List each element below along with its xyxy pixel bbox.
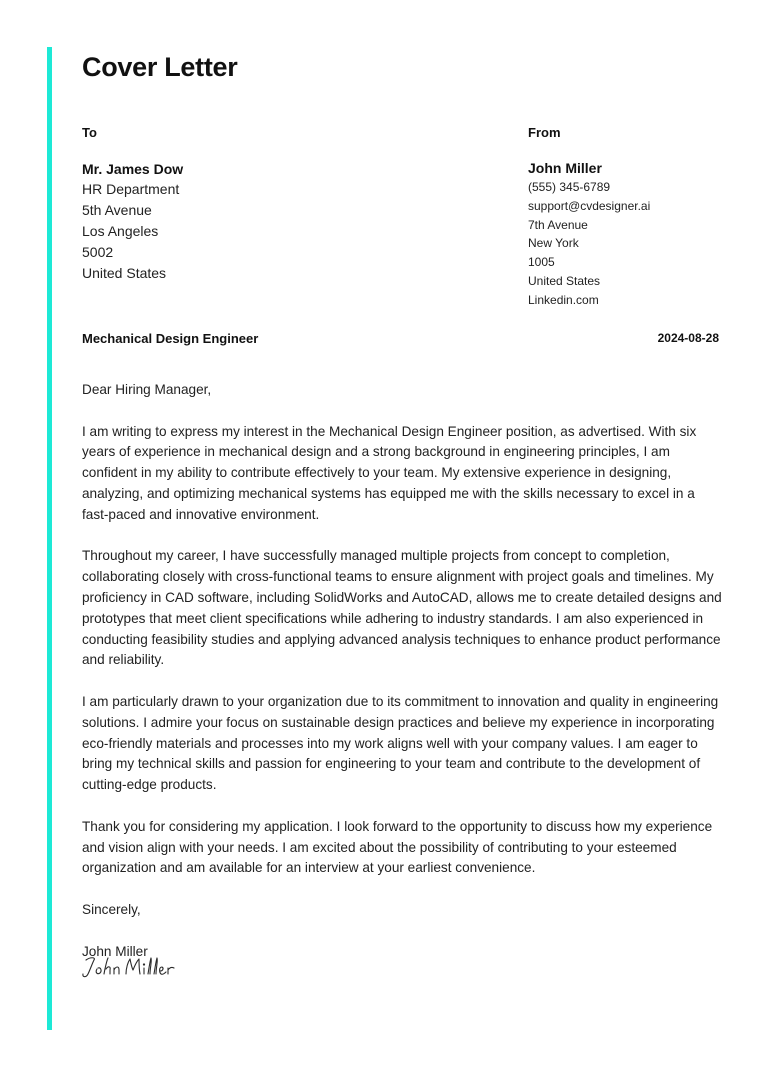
sender-street: 7th Avenue [528,217,588,232]
accent-bar [47,47,52,1030]
recipient-country: United States [82,265,167,281]
body-paragraph-4: Thank you for considering my application. I look forward to the opportunity to discuss how my experience and vision align with your needs. I am excited about the possibility of contributing to your esteemed organization and am available for an interview at your earliest convenience. [82,818,713,876]
sender-phone: (555) 345-6789 [528,180,611,194]
body-paragraph-2: Throughout my career, I have successfully managed multiple projects from concept to completion, collaborating closely with cross-functional teams to ensure alignment with project goals and timelines. My proficiency in CAD software, including SolidWorks and AutoCAD, allows me to create detailed designs and prototypes that meet client specifications while adhering to industry standards. I am also experienced in conducting feasibility studies and applying advanced analysis techniques to enhance product performance and reliability. [82,548,722,668]
closing: Sincerely, [82,901,141,917]
body-paragraph-1: I am writing to express my interest in the Mechanical Design Engineer position, as advertised. With six years of experience in mechanical design and a strong background in engineering principles, I am confident in my ability to contribute effectively to your team. My extensive experience in designing, analyzing, and optimizing mechanical systems has equipped me with the skills necessary to excel in a fast-paced and innovative environment. [82,423,697,522]
greeting: Dear Hiring Manager, [82,382,212,397]
sender-email: support@cvdesigner.ai [528,198,651,213]
recipient-block [82,159,382,284]
letter-date: 2024-08-28 [657,331,719,345]
sender-linkedin: Linkedin.com [528,292,599,307]
letter-body [82,380,722,983]
sender-name: John Miller [528,160,602,176]
signer-name: John Miller [82,943,148,959]
page-title: Cover Letter [82,52,238,82]
recipient-city: Los Angeles [82,223,159,239]
sender-country: United States [528,273,601,288]
sender-city: New York [528,236,579,251]
recipient-department: HR Department [82,181,180,197]
recipient-street: 5th Avenue [82,202,152,218]
job-subject: Mechanical Design Engineer [82,331,259,346]
from-heading: From [528,125,561,140]
sender-block [528,159,738,310]
handwritten-signature [80,950,180,984]
body-paragraph-3: I am particularly drawn to your organization due to its commitment to innovation and quality in engineering solutions. I admire your focus on sustainable design practices and believe my experience in incorporating eco-friendly materials and processes into my work aligns well with your company values. I am eager to bring my technical skills and passion for engineering to your team and contribute to the development of cutting-edge products. [82,693,719,793]
sender-postal-code: 1005 [528,255,555,270]
to-heading: To [82,125,97,140]
recipient-postal-code: 5002 [82,244,114,260]
recipient-name: Mr. James Dow [82,161,184,177]
